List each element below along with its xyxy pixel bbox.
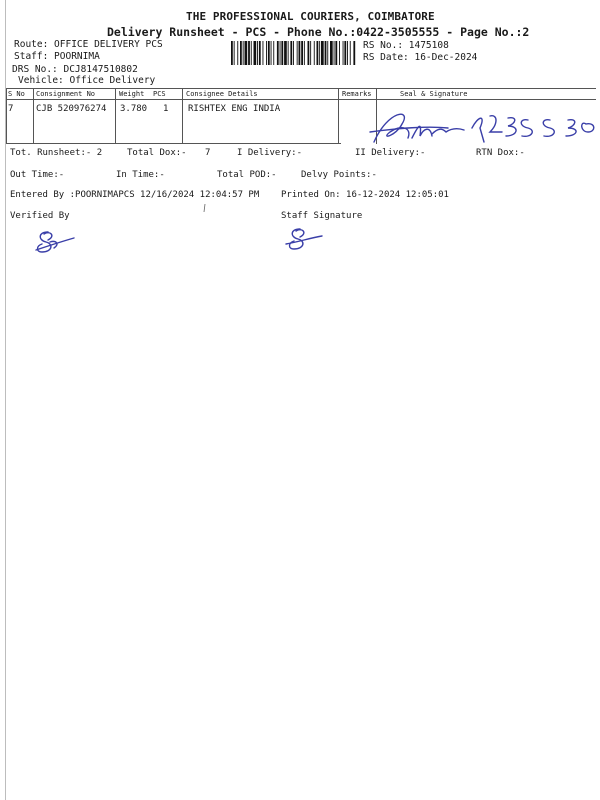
header-pcs: PCS xyxy=(153,90,166,98)
header-consignment: Consignment No xyxy=(36,90,96,98)
header-consignee: Consignee Details xyxy=(186,90,258,98)
total-dox-label: Total Dox:- xyxy=(127,148,187,158)
out-time: Out Time:- xyxy=(10,170,65,180)
drs-number-field: DRS No.: DCJ8147510802 xyxy=(12,64,138,75)
verifier-signature-image xyxy=(30,228,76,258)
rtn-dox: RTN Dox:- xyxy=(476,148,525,158)
receiver-signature-image xyxy=(368,106,600,150)
entered-by: Entered By :POORNIMAPCS 12/16/2024 12:04:57 PM xyxy=(10,190,260,200)
row-weight: 3.780 xyxy=(120,104,148,114)
header-sno: S No xyxy=(8,90,25,98)
header-remarks: Remarks xyxy=(342,90,372,98)
total-runsheet: Tot. Runsheet:- 2 xyxy=(10,148,103,158)
row-consignee: RISHTEX ENG INDIA xyxy=(188,104,281,114)
header-weight: Weight xyxy=(119,90,145,98)
route-field: Route: OFFICE DELIVERY PCS xyxy=(14,39,163,50)
delivery-points: Delvy Points:- xyxy=(301,170,377,180)
rs-date-field: RS Date: 16-Dec-2024 xyxy=(363,52,478,63)
ii-delivery: II Delivery:- xyxy=(355,148,426,158)
in-time: In Time:- xyxy=(116,170,165,180)
total-dox-value: 7 xyxy=(205,148,211,158)
printed-on: Printed On: 16-12-2024 12:05:01 xyxy=(281,190,449,200)
staff-signature-label: Staff Signature xyxy=(281,211,363,221)
i-delivery: I Delivery:- xyxy=(237,148,303,158)
staff-signature-image xyxy=(282,226,324,254)
row-consignment: CJB 520976274 xyxy=(36,104,107,114)
row-sno: 7 xyxy=(8,104,14,114)
document-subtitle: Delivery Runsheet - PCS - Phone No.:0422-3505555 - Page No.:2 xyxy=(107,25,530,39)
total-pod: Total POD:- xyxy=(217,170,277,180)
staff-field: Staff: POORNIMA xyxy=(14,51,100,62)
company-name: THE PROFESSIONAL COURIERS, COIMBATORE xyxy=(186,10,435,23)
row-pcs: 1 xyxy=(163,104,169,114)
header-seal-signature: Seal & Signature xyxy=(400,90,468,98)
verified-by-label: Verified By xyxy=(10,211,70,221)
vehicle-field: Vehicle: Office Delivery xyxy=(18,75,156,86)
barcode-image xyxy=(231,41,356,65)
rs-number-field: RS No.: 1475108 xyxy=(363,40,449,51)
stray-mark-icon xyxy=(202,203,208,213)
